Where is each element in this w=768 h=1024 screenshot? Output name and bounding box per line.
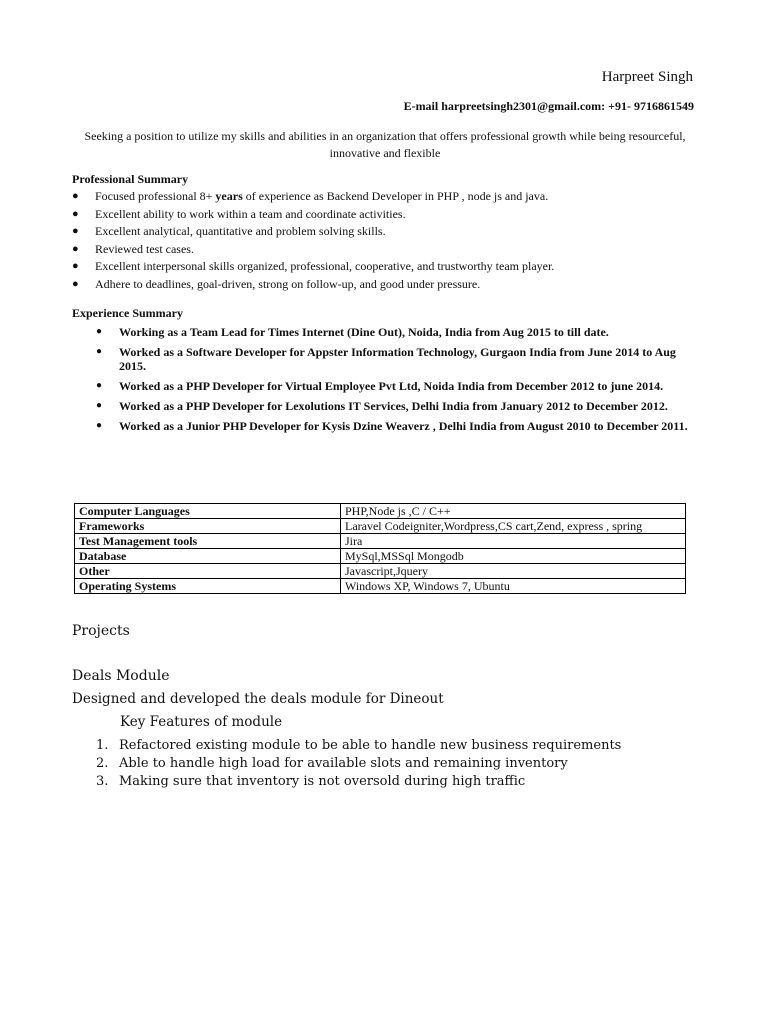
table-cell-key: Computer Languages [75,504,341,519]
key-features-list [96,737,621,791]
table-row [75,519,686,534]
table-cell-value: Laravel Codeigniter,Wordpress,CS cart,Zend, express , spring [341,519,686,534]
bullet-icon: ● [96,380,103,391]
list-item: ● Focused professional 8+ years of experience as Backend Developer in PHP , node js and java. [72,189,549,203]
objective-statement: Seeking a position to utilize my skills and abilities in an organization that offers professional growth while being resourceful, innovative and flexible [84,129,686,160]
bullet-icon: ● [96,420,103,431]
list-item: 3. Making sure that inventory is not oversold during high traffic [96,774,526,789]
list-item: ● Adhere to deadlines, goal-driven, strong on follow-up, and good under pressure. [72,276,481,291]
table-cell-value: Windows XP, Windows 7, Ubuntu [341,579,686,594]
table-cell-key: Frameworks [75,519,341,534]
bullet-icon: ● [72,277,79,290]
table-cell-key: Operating Systems [75,579,341,594]
list-item: ● Worked as a PHP Developer for Virtual Employee Pvt Ltd, Noida India from December 2012 to june 2014. [96,379,664,393]
table-row [75,534,686,549]
bullet-icon: ● [72,207,79,220]
experience-summary-list [96,325,696,439]
list-item: ● Excellent ability to work within a team and coordinate activities. [72,206,406,221]
table-cell-value: PHP,Node js ,C / C++ [341,504,686,519]
table-cell-key: Other [75,564,341,579]
list-item: ● Excellent interpersonal skills organized, professional, cooperative, and trustworthy team player. [72,259,555,273]
table-row [75,549,686,564]
bullet-icon: ● [72,225,79,237]
list-item: ● Working as a Team Lead for Times Internet (Dine Out), Noida, India from Aug 2015 to till date. [96,325,609,339]
list-item: ● Worked as a PHP Developer for Lexolutions IT Services, Delhi India from January 2012 to December 2012. [96,399,668,413]
deals-module-heading: Deals Module [72,668,170,684]
professional-summary-heading: Professional Summary [72,172,189,186]
candidate-name: Harpreet Singh [601,69,693,85]
skills-table [74,503,686,594]
deals-module-description: Designed and developed the deals module for Dineout [72,691,444,707]
bullet-icon: ● [96,346,103,357]
bullet-icon: ● [72,260,79,272]
list-item: ● Excellent analytical, quantitative and problem solving skills. [72,224,386,238]
bullet-icon: ● [72,242,79,255]
experience-summary-heading: Experience Summary [72,306,183,320]
projects-heading: Projects [72,623,130,639]
table-cell-value: Javascript,Jquery [341,564,686,579]
list-item: ● Reviewed test cases. [72,241,194,256]
table-cell-key: Test Management tools [75,534,341,549]
bullet-icon: ● [72,190,79,202]
bullet-icon: ● [96,400,103,411]
contact-line: E-mail harpreetsingh2301@gmail.com: +91- 9716861549 [403,99,694,113]
table-row [75,504,686,519]
professional-summary-list [72,188,554,293]
list-number: 2. [96,756,109,771]
table-row [75,564,686,579]
table-cell-value: Jira [341,534,686,549]
list-item: 1. Refactored existing module to be able to handle new business requirements [96,738,622,753]
table-row [75,579,686,594]
list-item: ● Worked as a Junior PHP Developer for Kysis Dzine Weaverz , Delhi India from August 2010 to December 2011. [96,419,688,433]
list-item: 2. Able to handle high load for available slots and remaining inventory [96,756,568,771]
table-cell-value: MySql,MSSql Mongodb [341,549,686,564]
list-number: 1. [96,738,109,753]
bullet-icon: ● [96,326,103,337]
table-cell-key: Database [75,549,341,564]
key-features-heading: Key Features of module [120,714,283,730]
list-item: ● Worked as a Software Developer for Appster Information Technology, Gurgaon India from June 2014 to Aug 2015. [96,345,676,373]
list-number: 3. [96,774,109,789]
